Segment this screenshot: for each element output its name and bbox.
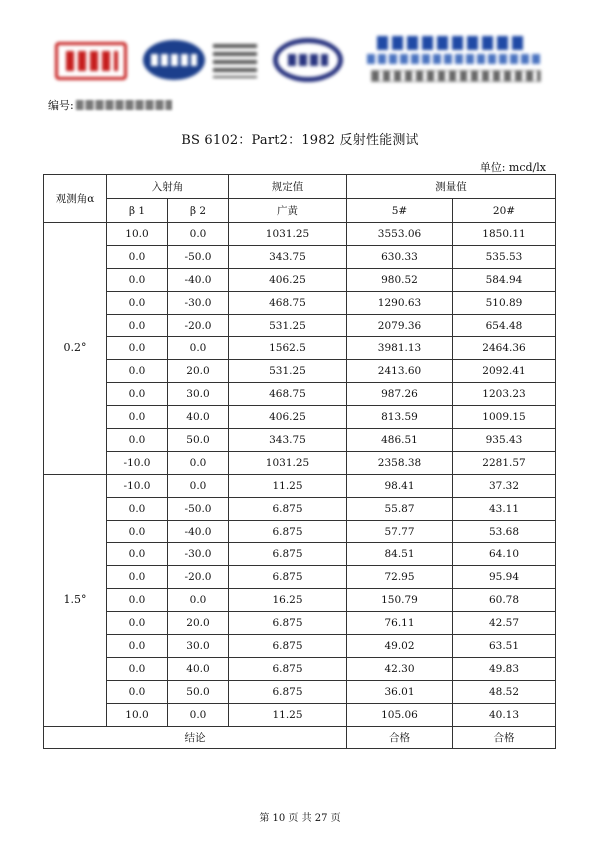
beta2-cell: 30.0	[168, 383, 229, 406]
beta1-cell: 0.0	[107, 566, 168, 589]
sample-1-cell: 630.33	[347, 245, 453, 268]
spec-value-cell: 531.25	[229, 314, 347, 337]
spec-value-cell: 6.875	[229, 543, 347, 566]
table-row	[44, 543, 556, 566]
cnas-text-logo	[213, 44, 257, 78]
report-number-redacted	[76, 100, 172, 110]
sample-1-cell: 105.06	[347, 703, 453, 726]
spec-value-cell: 531.25	[229, 360, 347, 383]
sample-2-cell: 535.53	[453, 245, 556, 268]
sample-1-cell: 2079.36	[347, 314, 453, 337]
table-row	[44, 268, 556, 291]
page-footer: 第 10 页 共 27 页	[259, 813, 341, 824]
report-number	[48, 97, 172, 113]
conclusion-label: 结论	[44, 726, 347, 749]
table-row	[44, 451, 556, 474]
beta1-cell: -10.0	[107, 474, 168, 497]
sample-2-cell: 95.94	[453, 566, 556, 589]
sample-2-cell: 1009.15	[453, 406, 556, 429]
organization-box-logo	[371, 70, 541, 82]
header-incidence-angle: 入射角	[107, 175, 229, 199]
beta1-cell: 0.0	[107, 337, 168, 360]
beta2-cell: 50.0	[168, 680, 229, 703]
sample-1-cell: 3981.13	[347, 337, 453, 360]
sample-1-cell: 57.77	[347, 520, 453, 543]
spec-value-cell: 11.25	[229, 474, 347, 497]
sample-1-cell: 987.26	[347, 383, 453, 406]
beta1-cell: 0.0	[107, 520, 168, 543]
spec-value-cell: 6.875	[229, 497, 347, 520]
sample-2-cell: 64.10	[453, 543, 556, 566]
sample-2-cell: 63.51	[453, 635, 556, 658]
sample-1-cell: 72.95	[347, 566, 453, 589]
sample-1-cell: 3553.06	[347, 223, 453, 246]
sample-1-cell: 76.11	[347, 612, 453, 635]
sample-2-cell: 654.48	[453, 314, 556, 337]
beta1-cell: 0.0	[107, 635, 168, 658]
beta1-cell: 0.0	[107, 360, 168, 383]
cma-logo	[55, 42, 127, 80]
beta2-cell: 0.0	[168, 223, 229, 246]
beta1-cell: 0.0	[107, 543, 168, 566]
header-sample-2: 20#	[453, 199, 556, 223]
sample-2-cell: 49.83	[453, 657, 556, 680]
header-spec-value: 规定值	[229, 175, 347, 199]
cnas-logo	[143, 40, 205, 80]
beta2-cell: 40.0	[168, 657, 229, 680]
sample-1-cell: 98.41	[347, 474, 453, 497]
beta2-cell: 0.0	[168, 474, 229, 497]
beta1-cell: 0.0	[107, 589, 168, 612]
spec-value-cell: 16.25	[229, 589, 347, 612]
beta1-cell: 0.0	[107, 406, 168, 429]
table-row	[44, 406, 556, 429]
beta2-cell: -50.0	[168, 497, 229, 520]
spec-value-cell: 406.25	[229, 406, 347, 429]
observation-angle-cell: 0.2°	[44, 223, 107, 475]
table-row	[44, 589, 556, 612]
organization-name-logo	[377, 36, 527, 50]
spec-value-cell: 1031.25	[229, 451, 347, 474]
table-row	[44, 474, 556, 497]
spec-value-cell: 343.75	[229, 245, 347, 268]
beta2-cell: 40.0	[168, 406, 229, 429]
beta2-cell: -20.0	[168, 314, 229, 337]
header-logos	[55, 30, 555, 90]
beta2-cell: 0.0	[168, 451, 229, 474]
beta2-cell: -40.0	[168, 520, 229, 543]
beta2-cell: -30.0	[168, 543, 229, 566]
cqc-logo	[273, 38, 343, 82]
sample-2-cell: 53.68	[453, 520, 556, 543]
sample-1-cell: 84.51	[347, 543, 453, 566]
conclusion-sample-1: 合格	[347, 726, 453, 749]
table-row	[44, 635, 556, 658]
sample-2-cell: 43.11	[453, 497, 556, 520]
spec-value-cell: 1031.25	[229, 223, 347, 246]
beta1-cell: 0.0	[107, 497, 168, 520]
beta2-cell: -20.0	[168, 566, 229, 589]
spec-value-cell: 11.25	[229, 703, 347, 726]
header-beta2: β 2	[168, 199, 229, 223]
sample-1-cell: 55.87	[347, 497, 453, 520]
conclusion-row	[44, 726, 556, 749]
table-row	[44, 383, 556, 406]
sample-2-cell: 510.89	[453, 291, 556, 314]
sample-1-cell: 42.30	[347, 657, 453, 680]
table-row	[44, 245, 556, 268]
table-row	[44, 612, 556, 635]
table-subheader-row	[44, 199, 556, 223]
spec-value-cell: 468.75	[229, 383, 347, 406]
beta2-cell: 0.0	[168, 589, 229, 612]
reflection-table	[43, 174, 556, 749]
header-observation-angle: 观测角α	[44, 175, 107, 223]
sample-1-cell: 486.51	[347, 429, 453, 452]
spec-value-cell: 406.25	[229, 268, 347, 291]
organization-subtitle-logo	[367, 54, 543, 64]
table-row	[44, 337, 556, 360]
beta2-cell: 20.0	[168, 360, 229, 383]
beta1-cell: 10.0	[107, 703, 168, 726]
beta2-cell: 0.0	[168, 703, 229, 726]
page-title: BS 6102：Part2：1982 反射性能测试	[181, 133, 419, 148]
sample-1-cell: 2358.38	[347, 451, 453, 474]
beta2-cell: -50.0	[168, 245, 229, 268]
sample-2-cell: 1203.23	[453, 383, 556, 406]
sample-1-cell: 150.79	[347, 589, 453, 612]
sample-1-cell: 1290.63	[347, 291, 453, 314]
sample-2-cell: 2092.41	[453, 360, 556, 383]
table-row	[44, 520, 556, 543]
sample-1-cell: 49.02	[347, 635, 453, 658]
beta1-cell: 0.0	[107, 429, 168, 452]
sample-2-cell: 42.57	[453, 612, 556, 635]
table-row	[44, 497, 556, 520]
table-row	[44, 223, 556, 246]
sample-2-cell: 2281.57	[453, 451, 556, 474]
spec-value-cell: 6.875	[229, 566, 347, 589]
beta1-cell: 0.0	[107, 680, 168, 703]
table-row	[44, 291, 556, 314]
header-sample-1: 5#	[347, 199, 453, 223]
unit-label: 单位: mcd/lx	[479, 161, 546, 174]
beta2-cell: -30.0	[168, 291, 229, 314]
sample-1-cell: 813.59	[347, 406, 453, 429]
beta1-cell: 0.0	[107, 314, 168, 337]
beta1-cell: -10.0	[107, 451, 168, 474]
spec-value-cell: 6.875	[229, 520, 347, 543]
report-number-label: 编号:	[48, 99, 74, 112]
sample-2-cell: 60.78	[453, 589, 556, 612]
sample-2-cell: 935.43	[453, 429, 556, 452]
spec-value-cell: 1562.5	[229, 337, 347, 360]
table-header-row	[44, 175, 556, 199]
sample-1-cell: 2413.60	[347, 360, 453, 383]
table-row	[44, 314, 556, 337]
header-measured-value: 测量值	[347, 175, 556, 199]
header-spec-sub: 广黄	[229, 199, 347, 223]
table-row	[44, 657, 556, 680]
table-row	[44, 429, 556, 452]
sample-1-cell: 36.01	[347, 680, 453, 703]
beta2-cell: -40.0	[168, 268, 229, 291]
spec-value-cell: 468.75	[229, 291, 347, 314]
beta1-cell: 0.0	[107, 245, 168, 268]
beta1-cell: 10.0	[107, 223, 168, 246]
beta1-cell: 0.0	[107, 268, 168, 291]
sample-2-cell: 2464.36	[453, 337, 556, 360]
table-row	[44, 566, 556, 589]
sample-1-cell: 980.52	[347, 268, 453, 291]
spec-value-cell: 6.875	[229, 612, 347, 635]
sample-2-cell: 40.13	[453, 703, 556, 726]
spec-value-cell: 6.875	[229, 657, 347, 680]
sample-2-cell: 1850.11	[453, 223, 556, 246]
beta1-cell: 0.0	[107, 612, 168, 635]
conclusion-sample-2: 合格	[453, 726, 556, 749]
beta1-cell: 0.0	[107, 291, 168, 314]
beta2-cell: 20.0	[168, 612, 229, 635]
spec-value-cell: 6.875	[229, 680, 347, 703]
spec-value-cell: 6.875	[229, 635, 347, 658]
table-row	[44, 360, 556, 383]
header-beta1: β 1	[107, 199, 168, 223]
table-row	[44, 703, 556, 726]
sample-2-cell: 37.32	[453, 474, 556, 497]
beta2-cell: 50.0	[168, 429, 229, 452]
beta1-cell: 0.0	[107, 383, 168, 406]
table-row	[44, 680, 556, 703]
observation-angle-cell: 1.5°	[44, 474, 107, 726]
beta2-cell: 0.0	[168, 337, 229, 360]
beta2-cell: 30.0	[168, 635, 229, 658]
sample-2-cell: 584.94	[453, 268, 556, 291]
beta1-cell: 0.0	[107, 657, 168, 680]
spec-value-cell: 343.75	[229, 429, 347, 452]
sample-2-cell: 48.52	[453, 680, 556, 703]
